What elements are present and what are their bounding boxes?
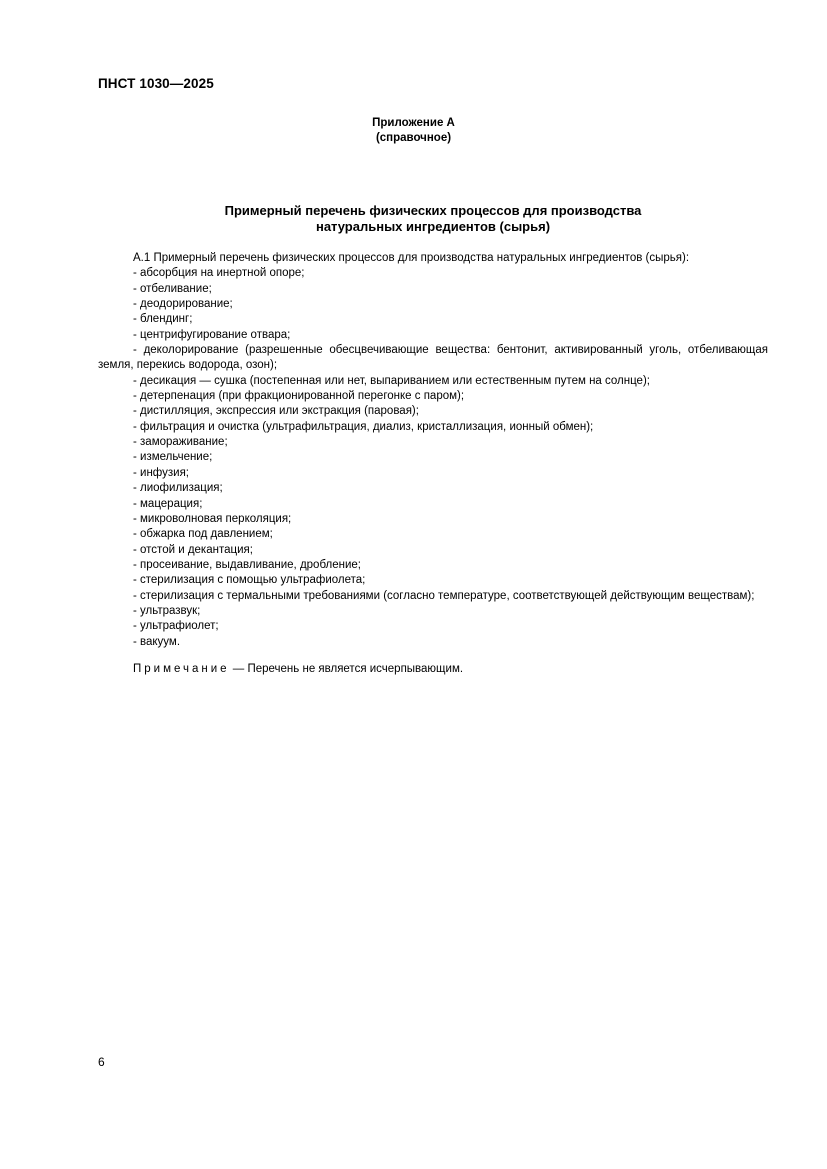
list-item: - деколорирование (разрешенные обесцвечивающие вещества: бентонит, активированный уголь, отбеливающая земля, перекись водорода, озон); [98,344,768,372]
list-item: - просеивание, выдавливание, дробление; [133,558,361,571]
list-item: - отстой и декантация; [133,543,253,556]
list-item: - блендинг; [133,313,193,326]
list-item: - вакуум. [133,635,181,648]
list-item: - абсорбция на инертной опоре; [133,267,305,280]
list-item: - стерилизация с помощью ультрафиолета; [133,574,366,587]
list-item: - инфузия; [133,466,190,479]
document-body [98,251,768,677]
list-item: - ультрафиолет; [133,620,219,633]
list-item: - лиофилизация; [133,482,223,495]
annex-status: (справочное) [375,132,452,144]
list-item: - фильтрация и очистка (ультрафильтрация, диализ, кристаллизация, ионный обмен); [133,420,594,433]
note-label: Примечание [133,662,230,675]
list-item: - стерилизация с термальными требованиями (согласно температуре, соответствующей действующим веществам); [133,589,755,602]
list-item: - десикация — сушка (постепенная или нет, выпариванием или естественным путем на солнце); [133,374,650,387]
process-list [98,266,768,650]
document-code: ПНСТ 1030—2025 [98,76,214,91]
list-item: - центрифугирование отвара; [133,328,291,341]
annex-title: Приложение А [372,117,455,129]
list-item: - мацерация; [133,497,203,510]
list-item: - деодорирование; [133,298,233,311]
intro-paragraph: А.1 Примерный перечень физических процессов для производства натуральных ингредиентов (сырья): [133,252,690,264]
annex-heading [0,116,827,146]
list-item: - дистилляция, экспрессия или экстракция (паровая); [133,405,419,418]
note-text: — Перечень не является исчерпывающим. [229,662,464,675]
list-item: - обжарка под давлением; [133,528,273,541]
section-title-line-2: натуральных ингредиентов (сырья) [315,219,551,234]
list-item: - отбеливание; [133,282,212,295]
page-number: 6 [98,1055,105,1069]
list-item: - замораживание; [133,436,228,449]
list-item: - измельчение; [133,451,213,464]
list-item: - микроволновая перколяция; [133,512,292,525]
note-paragraph [98,662,768,677]
section-title [0,203,827,235]
section-title-line-1: Примерный перечень физических процессов для производства [224,203,642,218]
list-item: - детерпенация (при фракционированной перегонке с паром); [133,390,465,403]
list-item: - ультразвук; [133,604,201,617]
